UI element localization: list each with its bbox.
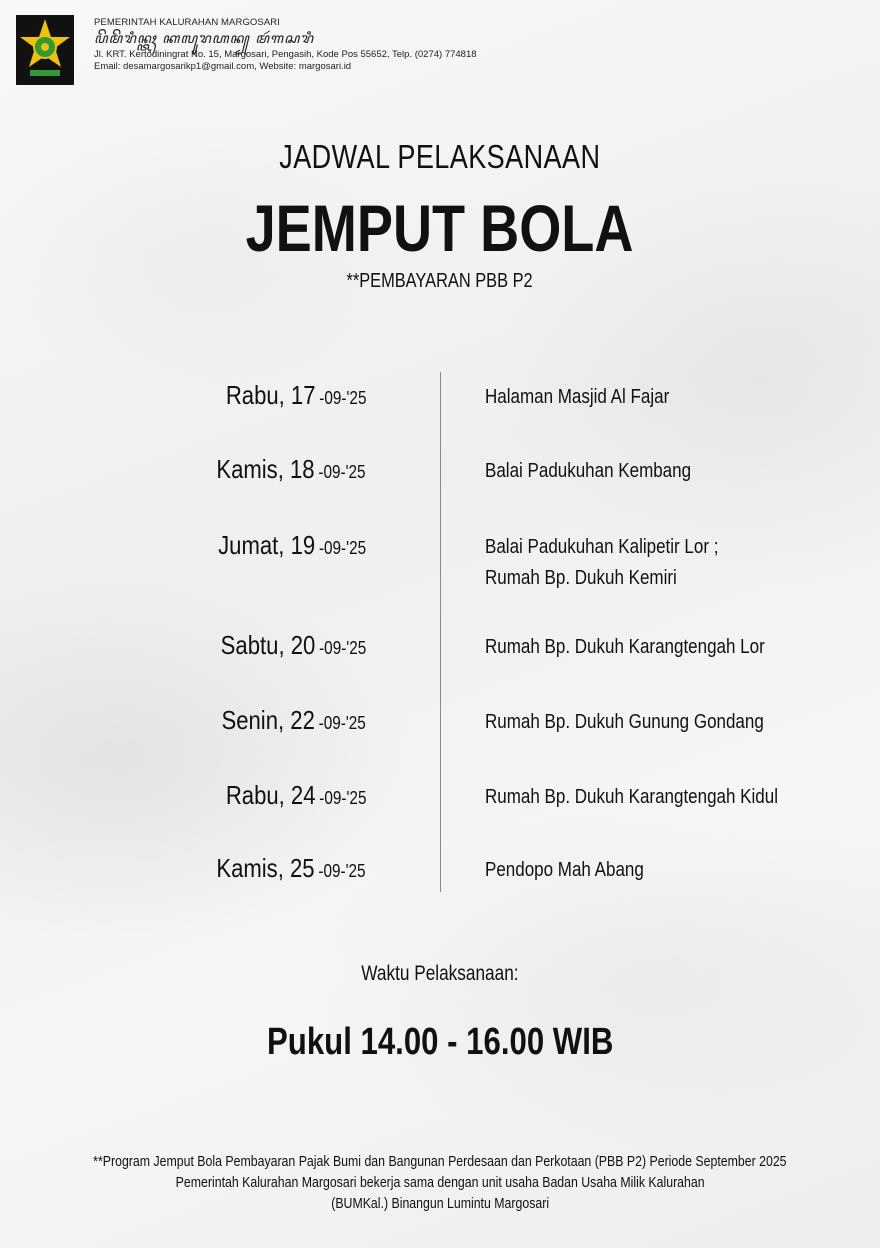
schedule-place: Pendopo Mah Abang <box>485 859 644 881</box>
footer-line: Pemerintah Kalurahan Margosari bekerja sama dengan unit usaha Badan Usaha Milik Kalurahan <box>175 1175 705 1191</box>
schedule-place: Halaman Masjid Al Fajar <box>485 386 670 408</box>
time-label: Waktu Pelaksanaan: <box>361 962 519 985</box>
schedule-place: Rumah Bp. Dukuh Karangtengah Lor <box>485 636 765 658</box>
org-name: PEMERINTAH KALURAHAN MARGOSARI <box>94 17 280 28</box>
footer-note <box>0 1152 880 1215</box>
title-subtitle: **PEMBAYARAN PBB P2 <box>346 270 534 292</box>
footer-line: **Program Jemput Bola Pembayaran Pajak Bumi dan Bangunan Perdesaan dan Perkotaan (PBB P2) Periode September 2025 <box>93 1154 787 1170</box>
footer-line: (BUMKal.) Binangun Lumintu Margosari <box>331 1196 549 1212</box>
time-value: Pukul 14.00 - 16.00 WIB <box>266 1021 614 1063</box>
schedule-place: Rumah Bp. Dukuh Karangtengah Kidul <box>485 786 778 808</box>
schedule-date: Jumat, 19 -09-'25 <box>218 530 366 560</box>
org-contact: Email: desamargosarikp1@gmail.com, Website: margosari.id <box>94 60 352 72</box>
javanese-script-line: ꦥꦼꦩꦼꦫꦶꦤ꧀ꦠꦃ ꦏꦭꦸꦫꦲꦤ꧀ ꦩꦂꦒꦱꦫꦶ <box>94 31 314 47</box>
letterhead-text <box>94 17 477 72</box>
schedule-place: Balai Padukuhan Kembang <box>485 460 692 482</box>
title-main: JEMPUT BOLA <box>246 191 634 265</box>
schedule-place: Rumah Bp. Dukuh Gunung Gondang <box>485 711 764 733</box>
kalurahan-emblem-icon <box>16 15 74 85</box>
schedule-date: Sabtu, 20 -09-'25 <box>220 630 366 660</box>
org-address: Jl. KRT. Kertodiningrat No. 15, Margosari, Pengasih, Kode Pos 55652, Telp. (0274) 774818 <box>94 49 477 60</box>
schedule-date: Rabu, 24 -09-'25 <box>225 780 366 810</box>
title-schedule: JADWAL PELAKSANAAN <box>279 138 601 175</box>
schedule-date: Senin, 22 -09-'25 <box>221 705 366 735</box>
schedule-place: Balai Padukuhan Kalipetir Lor ; Rumah Bp. Dukuh Kemiri <box>485 536 719 589</box>
schedule-date: Kamis, 25 -09-'25 <box>216 853 366 883</box>
schedule-divider <box>440 372 441 892</box>
schedule-date: Kamis, 18 -09-'25 <box>216 454 366 484</box>
schedule-date: Rabu, 17 -09-'25 <box>225 380 366 410</box>
letterhead <box>16 15 616 90</box>
